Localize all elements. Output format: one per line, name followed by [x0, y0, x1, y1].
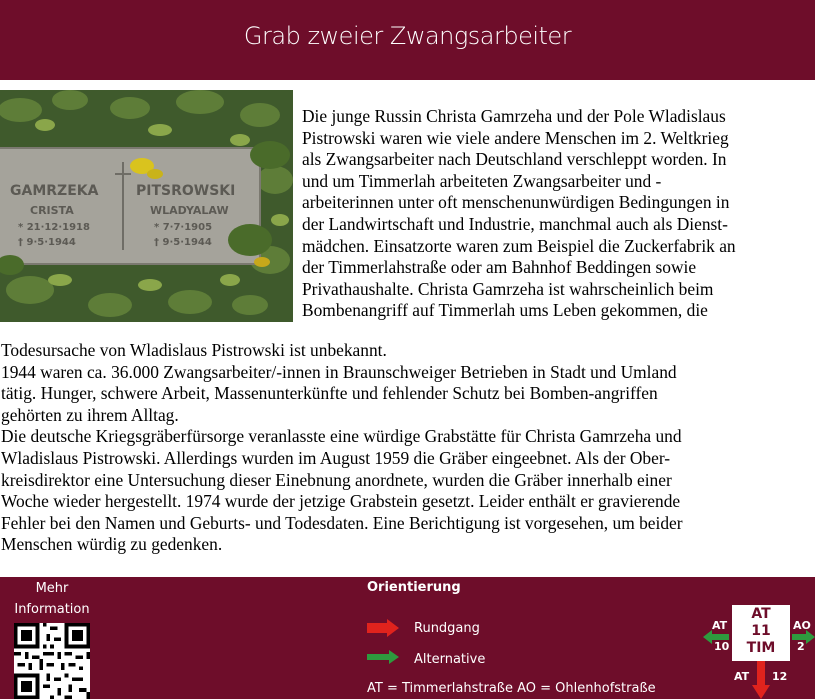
text-line: Woche wieder hergestellt. 1974 wurde der jetzige Grabstein gesetzt. Leider enthält er gravierende — [1, 491, 681, 512]
text-line: arbeiterinnen unter oft menschenunwürdigen Bedingungen in — [302, 192, 730, 213]
more-info-label — [12, 578, 92, 620]
text-line: Pistrowski waren wie viele andere Menschen im 2. Weltkrieg — [302, 127, 729, 148]
page-title: Grab zweier Zwangsarbeiter — [243, 22, 572, 50]
nav-bottom-label: AT — [734, 670, 750, 683]
orientation-title: Orientierung — [367, 580, 461, 595]
text-line: Menschen würdig zu gedenken. — [1, 534, 223, 555]
sign-line: 11 — [751, 623, 771, 639]
stone-left-name: GAMRZEKA — [10, 183, 99, 199]
green-arrow-icon — [367, 650, 399, 664]
stone-left-date2: † 9·5·1944 — [18, 237, 76, 248]
text-line: Todesursache von Wladislaus Pistrowski ist unbekannt. — [1, 340, 387, 360]
red-arrow-icon — [367, 619, 399, 637]
page-header — [0, 0, 815, 80]
nav-left-label: AT — [712, 619, 728, 632]
text-line: der Landwirtschaft und Industrie, manchmal auch als Dienst- — [302, 213, 728, 234]
text-line: Fehler bei den Namen und Geburts- und Todesdaten. Eine Berichtigung ist vorgesehen, um beider — [1, 512, 683, 533]
sign-line: AT — [751, 606, 771, 622]
stone-left-date1: * 21·12·1918 — [18, 222, 90, 233]
text-line: gehörten zu ihrem Alltag. — [1, 404, 179, 425]
grave-stone-photo — [0, 90, 293, 322]
grave-stone-illustration — [0, 90, 293, 322]
text-line: tätig. Hunger, schwere Arbeit, Massenunterkünfte und fehlender Schutz bei Bomben-angriffen — [1, 383, 658, 404]
main-paragraph — [1, 340, 815, 556]
text-line: Die deutsche Kriegsgräberfürsorge veranlasste eine würdige Grabstätte für Christa Gamrzeha und — [1, 426, 682, 447]
text-line: und um Timmerlah arbeiteten Zwangsarbeiter und - — [302, 170, 662, 191]
more-info-line: Information — [14, 602, 90, 617]
stone-right-name: PITSROWSKI — [136, 183, 236, 199]
more-info-line: Mehr — [35, 581, 69, 596]
legend-alternative-label: Alternative — [414, 652, 486, 667]
text-line: Die junge Russin Christa Gamrzeha und der Pole Wladislaus — [302, 106, 726, 126]
text-line: als Zwangsarbeiter nach Deutschland verschleppt worden. In — [302, 149, 727, 170]
nav-left-number: 10 — [714, 640, 730, 653]
sign-line: TIM — [746, 640, 776, 656]
nav-right-number: 2 — [797, 640, 805, 653]
legend-route-label: Rundgang — [414, 621, 480, 636]
text-line: Privathaushalte. Christa Gamrzeha ist wahrscheinlich beim — [302, 278, 714, 299]
station-sign — [732, 605, 790, 661]
stone-left-first: CRISTA — [30, 204, 74, 217]
arrow-down-icon[interactable] — [752, 661, 770, 699]
text-line: der Timmerlahstraße oder am Bahnhof Beddingen sowie — [302, 257, 697, 278]
text-line: Wladislaus Pistrowski. Allerdings wurden im August 1959 die Gräber eingeebnet. Als der Ober- — [1, 447, 671, 468]
stone-right-date1: * 7·7·1905 — [154, 222, 213, 233]
text-line: 1944 waren ca. 36.000 Zwangsarbeiter/-innen in Braunschweiger Betrieben in Stadt und Umland — [1, 361, 677, 382]
text-line: mädchen. Einsatzorte waren zum Beispiel die Zuckerfabrik an — [302, 235, 736, 256]
abbreviations-text: AT = Timmerlahstraße AO = Ohlenhofstraße — [367, 681, 656, 696]
nav-bottom-number: 12 — [772, 670, 788, 683]
text-line: Bombenangriff auf Timmerlah ums Leben gekommen, die — [302, 300, 708, 321]
nav-right-label: AO — [793, 619, 811, 632]
qr-code-icon[interactable] — [14, 623, 90, 699]
footer-bar — [0, 577, 815, 699]
stone-right-date2: † 9·5·1944 — [154, 237, 212, 248]
intro-paragraph — [302, 106, 815, 322]
stone-right-first: WLADYALAW — [150, 204, 229, 217]
text-line: kreisdirektor eine Untersuchung dieser Einebnung anordnete, wurden die Gräber innerhalb einer — [1, 469, 672, 490]
